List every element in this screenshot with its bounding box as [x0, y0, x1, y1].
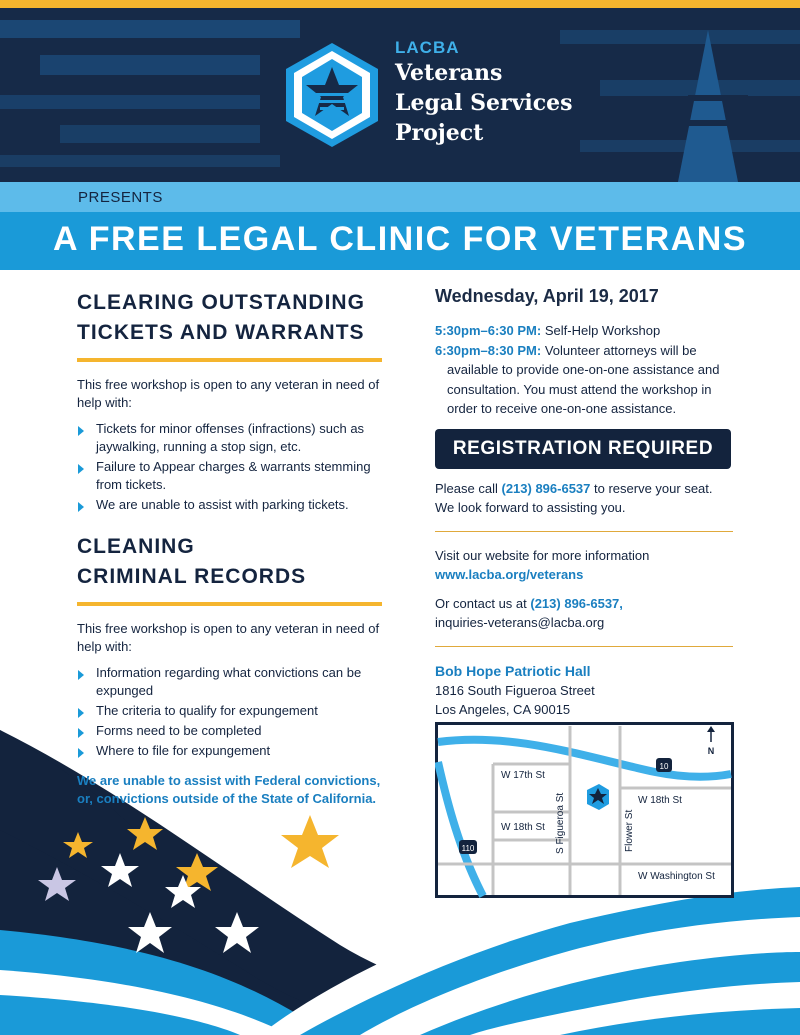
bullet-arrow-icon — [78, 708, 84, 718]
map-label-w17: W 17th St — [501, 770, 545, 781]
section1-heading-line-1: CLEARING OUTSTANDING — [77, 291, 365, 314]
website-text: Visit our website for more information — [435, 547, 650, 563]
list-item: Where to file for expungement — [77, 742, 387, 760]
list-item: The criteria to qualify for expungement — [77, 702, 387, 720]
section2-intro: This free workshop is open to any veteran in need of help with: — [77, 621, 380, 654]
svg-text:110: 110 — [461, 844, 475, 853]
bullet-arrow-icon — [78, 728, 84, 738]
section2-divider — [77, 602, 382, 606]
main-title: A FREE LEGAL CLINIC FOR VETERANS — [52, 220, 748, 258]
brand-line-3: Project — [395, 120, 484, 146]
registration-call-text: Please call (213) 896-6537 to reserve your seat. — [435, 480, 713, 496]
bullet-arrow-icon — [78, 464, 84, 474]
presents-label: PRESENTS — [78, 189, 163, 206]
section1-intro: This free workshop is open to any veteran in need of help with: — [77, 377, 380, 410]
highway-10-shield-icon — [656, 758, 672, 772]
lacba-star-logo — [284, 41, 380, 149]
list-item: Tickets for minor offenses (infractions) such as jaywalking, running a stop sign, etc. — [77, 420, 387, 456]
schedule-time: 5:30pm–6:30 PM: — [435, 323, 542, 338]
bullet-arrow-icon — [78, 670, 84, 680]
map-label-flower: Flower St — [624, 809, 635, 852]
map-label-washington: W Washington St — [638, 871, 715, 882]
section1-heading — [77, 288, 387, 348]
event-date: Wednesday, April 19, 2017 — [435, 286, 659, 306]
schedule-desc: Volunteer attorneys will be available to provide one-on-one assistance and consultation. You must attend the workshop in order to receive one-on-one assistance. — [447, 342, 720, 416]
left-column — [77, 288, 387, 808]
contact-phone-link[interactable]: (213) 896-6537 — [530, 595, 620, 611]
svg-text:N: N — [707, 746, 715, 756]
list-item: Failure to Appear charges & warrants stemming from tickets. — [77, 458, 387, 494]
divider — [435, 531, 733, 532]
map-label-w18-left: W 18th St — [501, 822, 545, 833]
venue-street: 1816 South Figueroa Street — [435, 682, 595, 698]
venue-name: Bob Hope Patriotic Hall — [435, 662, 591, 679]
contact-text: Or contact us at (213) 896-6537, — [435, 595, 623, 611]
schedule-item-consultation — [435, 341, 735, 419]
list-item: We are unable to assist with parking tickets. — [77, 496, 387, 514]
svg-text:10: 10 — [659, 762, 669, 771]
website-link[interactable]: www.lacba.org/veterans — [435, 566, 584, 582]
look-forward-text: We look forward to assisting you. — [435, 499, 626, 515]
federal-conviction-notice: We are unable to assist with Federal convictions, or, convictions outside of the State of California. — [77, 773, 381, 806]
section2-heading-line-2: CRIMINAL RECORDS — [77, 565, 307, 588]
venue-city: Los Angeles, CA 90015 — [435, 701, 571, 717]
schedule-time: 6:30pm–8:30 PM: — [435, 342, 542, 358]
brand-lacba: LACBA — [395, 38, 460, 57]
list-item: Forms need to be completed — [77, 722, 387, 740]
brand-line-1: Veterans — [395, 60, 503, 86]
divider — [435, 646, 733, 647]
list-item: Information regarding what convictions can be expunged — [77, 664, 387, 700]
bullet-arrow-icon — [78, 748, 84, 758]
section1-divider — [77, 358, 382, 362]
location-map — [435, 722, 734, 898]
map-label-w18-right: W 18th St — [638, 795, 682, 806]
contact-email-link[interactable]: inquiries-veterans@lacba.org — [435, 614, 605, 630]
registration-required-banner: REGISTRATION REQUIRED — [435, 429, 731, 469]
brand-line-2: Legal Services — [395, 90, 573, 116]
section2-heading-line-1: CLEANING — [77, 535, 195, 558]
schedule-desc: Self-Help Workshop — [544, 323, 661, 338]
section1-heading-line-2: TICKETS AND WARRANTS — [77, 321, 365, 344]
bullet-arrow-icon — [78, 502, 84, 512]
brand-block — [395, 38, 573, 148]
map-label-figueroa: S Figueroa St — [555, 792, 566, 854]
section2-heading — [77, 532, 387, 592]
right-column — [435, 286, 735, 719]
phone-link[interactable]: (213) 896-6537 — [501, 480, 591, 496]
schedule-item-workshop — [435, 321, 735, 341]
bullet-arrow-icon — [78, 426, 84, 436]
highway-110-shield-icon — [459, 840, 477, 854]
